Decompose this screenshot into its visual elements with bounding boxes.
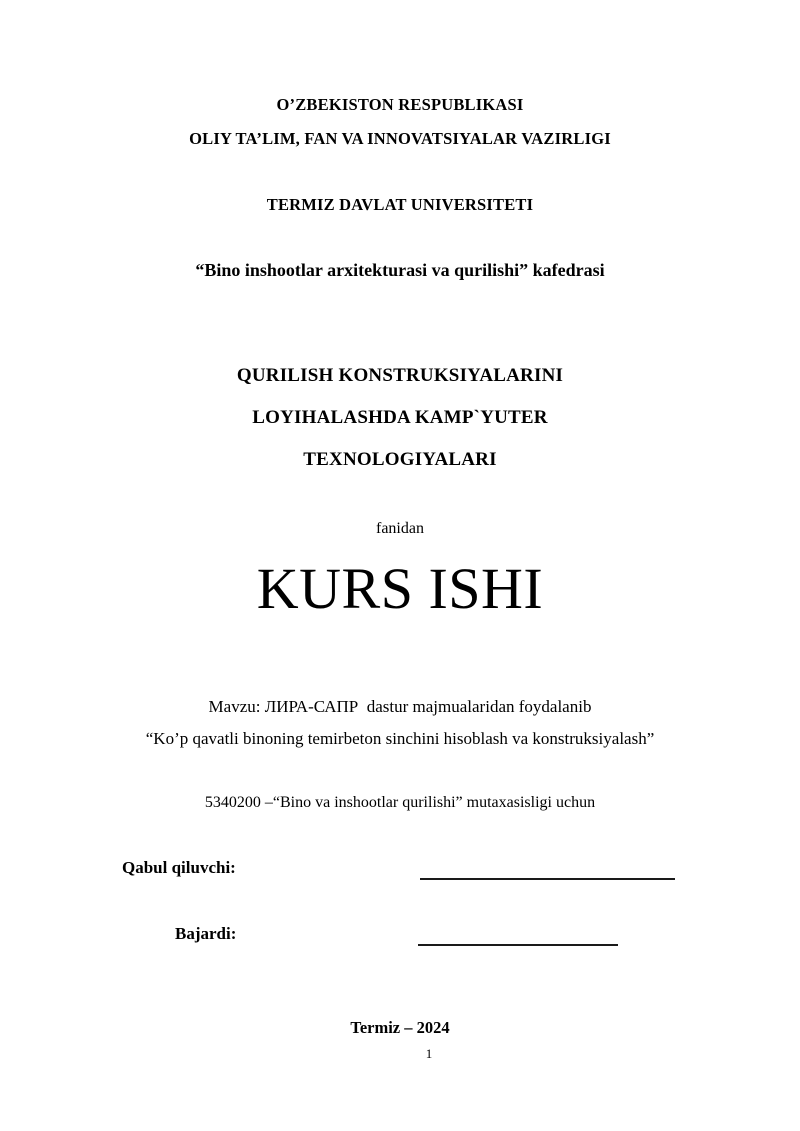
department-name: “Bino inshootlar arxitekturasi va qurilishi” kafedrasi	[195, 260, 605, 280]
signature-rule-supervisor	[420, 878, 675, 880]
subject-title-line-1: QURILISH KONSTRUKSIYALARINI	[236, 365, 564, 386]
subject-preposition: fanidan	[376, 520, 424, 537]
specialty-line: 5340200 –“Bino va inshootlar qurilishi” mutaxasisligi uchun	[204, 794, 596, 811]
topic-line-2: “Ko’p qavatli binoning temirbeton sinchini hisoblash va konstruksiyalash”	[145, 729, 655, 748]
signature-label-supervisor: Qabul qiluvchi:	[122, 858, 236, 877]
page-number: 1	[425, 1046, 433, 1061]
subject-title-line-3: TEXNOLOGIYALARI	[303, 449, 497, 470]
ministry-line-2: OLIY TA’LIM, FAN VA INNOVATSIYALAR VAZIRLIGI	[189, 129, 611, 148]
work-type-title: KURS ISHI	[256, 556, 544, 621]
university-name: TERMIZ DAVLAT UNIVERSITETI	[266, 195, 534, 214]
footer-city-year: Termiz – 2024	[350, 1018, 450, 1037]
signature-rule-student	[418, 944, 618, 946]
subject-title-line-2: LOYIHALASHDA KAMP`YUTER	[252, 407, 548, 428]
topic-line-1: Mavzu: ЛИРА-САПР dastur majmualaridan foydalanib	[208, 697, 592, 716]
ministry-line-1: O’ZBEKISTON RESPUBLIKASI	[276, 95, 524, 114]
signature-label-student: Bajardi:	[175, 924, 237, 943]
